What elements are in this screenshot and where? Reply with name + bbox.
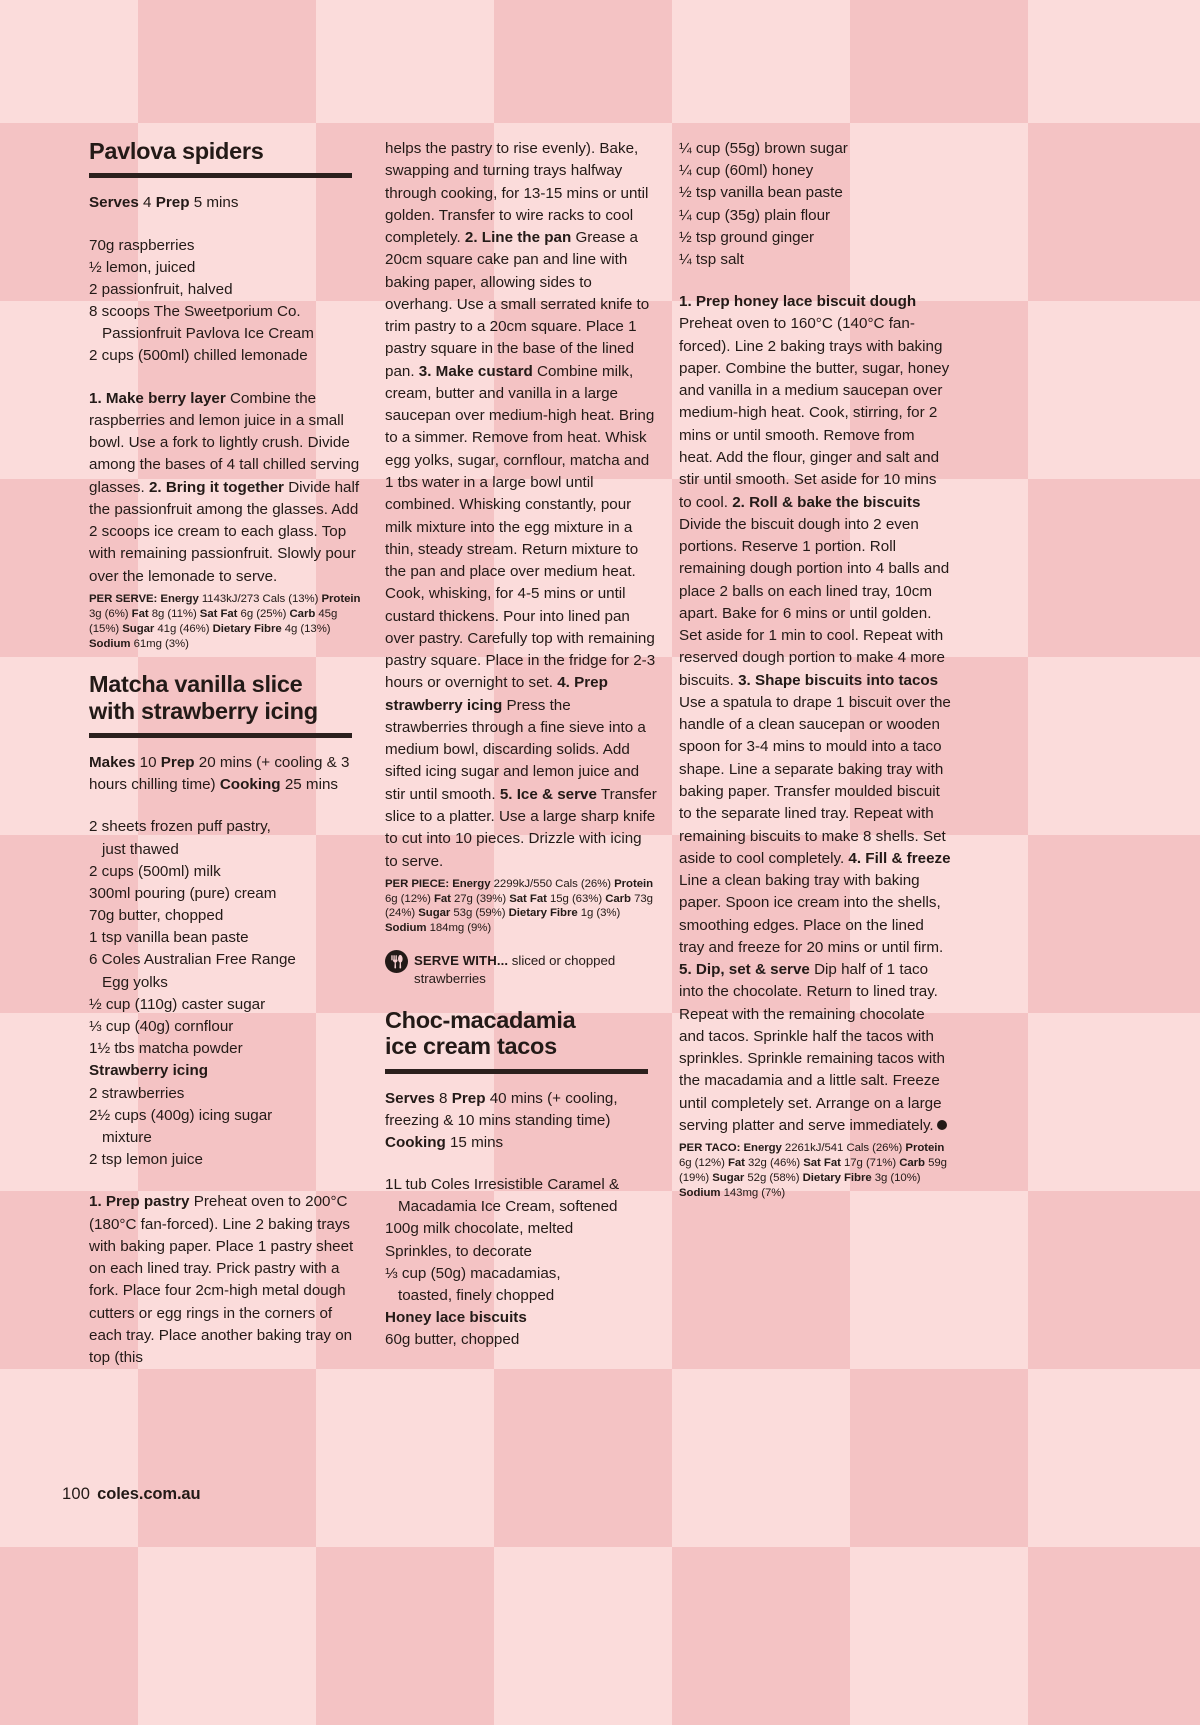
- meta-label: Cooking: [219, 776, 281, 794]
- ingredient-item: 8 scoops The Sweetporium Co.: [89, 303, 301, 321]
- column-1: [89, 138, 361, 1369]
- ingredient-item: 2 sheets frozen puff pastry,: [89, 818, 271, 836]
- title-rule: [89, 173, 352, 178]
- nutrition-panel: [385, 877, 657, 936]
- ingredient-list: [385, 1174, 657, 1352]
- step-text: Press the strawberries through a fine sieve into a medium bowl, discarding solids. Add sifted icing sugar and lemon juice and stir until smooth.: [385, 696, 646, 803]
- ingredient-list: [89, 816, 361, 1171]
- step-label: 4. Fill & freeze: [848, 849, 951, 867]
- method-step: [89, 1193, 353, 1366]
- step-text: Preheat oven to 200°C (180°C fan-forced). Line 2 baking trays with baking paper. Place 1 pastry sheet on each lined tray. Prick pastry with a fork. Place four 2cm-high metal dough cutters or egg rings in the corners of each tray. Place another baking tray on top (this: [89, 1193, 354, 1367]
- recipe-matcha-vanilla-slice: [89, 671, 361, 1369]
- meta-label: Prep: [160, 753, 195, 771]
- ingredient-item: 1 tsp vanilla bean paste: [89, 929, 249, 947]
- nutrition-value: 17g (71%): [840, 1157, 900, 1170]
- page-footer: [62, 1485, 200, 1504]
- nutrition-value: 52g (58%): [744, 1171, 803, 1184]
- nutrition-value: 27g (39%): [450, 892, 510, 905]
- ingredient-item: 60g butter, chopped: [385, 1331, 520, 1349]
- nutrition-value: 2261kJ/541 Cals (26%): [781, 1142, 906, 1155]
- nutrition-heading: PER PIECE:: [385, 877, 450, 890]
- nutrition-label: Energy: [160, 593, 199, 606]
- recipe-title: [385, 1007, 657, 1060]
- meta-label: Prep: [451, 1089, 486, 1107]
- nutrition-panel: [679, 1141, 951, 1200]
- ingredient-item: ⅓ cup (40g) cornflour: [89, 1018, 234, 1036]
- nutrition-label: Dietary Fibre: [802, 1171, 872, 1184]
- meta-label: Serves: [89, 194, 139, 212]
- nutrition-heading: PER TACO:: [679, 1142, 741, 1155]
- nutrition-label: Protein: [905, 1142, 945, 1155]
- recipe-title-line-2: ice cream tacos: [385, 1033, 557, 1060]
- step-label: 1. Prep honey lace biscuit dough: [679, 293, 917, 311]
- ingredient-item: 300ml pouring (pure) cream: [89, 884, 277, 902]
- step-text: Preheat oven to 160°C (140°C fan-forced). Line 2 baking trays with baking paper. Combine the butter, sugar, honey and vanilla in a medium saucepan over medium-high heat. Cook, stirring, for 2 mins or until smooth. Remove from heat. Add the flour, ginger and salt and stir until smooth. Set aside for 10 mins to cool.: [679, 315, 950, 511]
- ingredient-list-continued: [679, 138, 951, 271]
- recipe-meta: Serves 8 Prep 40 mins (+ cooling, freezing & 10 mins standing time) Cooking 15 mins: [385, 1089, 618, 1151]
- step-label: 3. Shape biscuits into tacos: [738, 671, 939, 689]
- step-label: 1. Make berry layer: [89, 389, 226, 407]
- recipe-pavlova-spiders: [89, 138, 361, 651]
- meta-label: Prep: [155, 194, 190, 212]
- page-number: 100: [62, 1485, 91, 1503]
- nutrition-label: Carb: [605, 892, 631, 905]
- serve-with-text: [414, 952, 657, 987]
- method-step: [385, 229, 649, 380]
- ingredient-item: mixture: [102, 1128, 152, 1146]
- step-text: Divide the biscuit dough into 2 even portions. Reserve 1 portion. Roll remaining dough portion into 4 balls and place 2 balls on each lined tray, 10cm apart. Bake for 6 mins or until golden. Set aside for 1 min to cool. Repeat with reserved dough portion to make 4 more biscuits.: [679, 515, 950, 689]
- ingredient-item: ½ cup (110g) caster sugar: [89, 995, 266, 1013]
- nutrition-label: Sodium: [89, 637, 131, 650]
- step-label: 4. Prep strawberry icing: [385, 674, 608, 714]
- ingredient-item: 70g raspberries: [89, 236, 195, 254]
- title-rule: [89, 733, 352, 738]
- method-step: [679, 293, 949, 510]
- step-label: 1. Prep pastry: [89, 1193, 190, 1211]
- serve-with-note: [385, 952, 657, 987]
- ingredient-item: toasted, finely chopped: [398, 1287, 555, 1305]
- nutrition-value: 1g (3%): [577, 907, 621, 920]
- method-step: [679, 961, 947, 1134]
- step-label: 5. Ice & serve: [499, 785, 597, 803]
- ingredient-item: 2 strawberries: [89, 1084, 185, 1102]
- nutrition-label: Sodium: [679, 1186, 721, 1199]
- method-step: [385, 674, 646, 802]
- ingredient-item: 2 passionfruit, halved: [89, 280, 233, 298]
- column-2: [385, 138, 657, 1372]
- method-step: [679, 672, 951, 867]
- ingredient-list: [89, 235, 361, 368]
- ingredient-item: Sprinkles, to decorate: [385, 1242, 532, 1260]
- nutrition-label: Carb: [289, 607, 316, 620]
- step-label: 2. Line the pan: [464, 229, 572, 247]
- ingredient-item: 6 Coles Australian Free Range: [89, 951, 296, 969]
- step-text: Dip half of 1 taco into the chocolate. Return to lined tray. Repeat with the remaining chocolate and tacos. Sprinkle half the tacos with sprinkles. Sprinkle remaining tacos with the macadamia and a little salt. Freeze until completely set. Arrange on a large serving platter and serve immediately.: [679, 961, 945, 1134]
- nutrition-value: 143mg (7%): [720, 1186, 786, 1199]
- step-label: 2. Roll & bake the biscuits: [732, 493, 921, 511]
- ingredient-item: 100g milk chocolate, melted: [385, 1220, 574, 1238]
- method-steps: [89, 1191, 361, 1369]
- step-text: helps the pastry to rise evenly). Bake, swapping and turning trays halfway through cooking, for 13-15 mins or until golden. Transfer to wire racks to cool completely.: [385, 140, 649, 247]
- nutrition-label: Fat: [727, 1157, 745, 1170]
- nutrition-label: Sugar: [122, 622, 155, 635]
- ingredient-item: just thawed: [102, 840, 179, 858]
- nutrition-label: Dietary Fibre: [212, 622, 282, 635]
- nutrition-value: 41g (46%): [154, 622, 213, 635]
- spacer: [385, 987, 657, 1007]
- article-end-marker: [937, 1120, 947, 1130]
- nutrition-value: 6g (12%): [385, 892, 434, 905]
- nutrition-value: 73g (24%): [385, 892, 653, 920]
- ingredient-item: ⅓ cup (50g) macadamias,: [385, 1264, 561, 1282]
- nutrition-value: 3g (10%): [871, 1171, 921, 1184]
- nutrition-value: 3g (6%): [89, 607, 132, 620]
- ingredient-item: ½ tsp vanilla bean paste: [679, 184, 843, 202]
- step-label: 5. Dip, set & serve: [679, 961, 810, 979]
- method-steps: [89, 388, 361, 588]
- nutrition-value: 6g (12%): [679, 1157, 728, 1170]
- step-text: Grease a 20cm square cake pan and line with baking paper, allowing sides to overhang. Use a small serrated knife to trim pastry to a 20cm square. Place 1 pastry square in the base of the lined pan.: [385, 229, 650, 380]
- nutrition-value: 45g (15%): [89, 607, 338, 635]
- step-text: Transfer slice to a platter. Use a large sharp knife to cut into 10 pieces. Drizzle with icing to serve.: [385, 785, 657, 870]
- ingredient-item: 2 tsp lemon juice: [89, 1151, 203, 1169]
- step-text: Combine milk, cream, butter and vanilla in a large saucepan over medium-high heat. Bring to a simmer. Remove from heat. Whisk egg yolks, sugar, cornflour, matcha and 1 tbs water in a large bowl until combined. Whisking constantly, pour milk mixture into the egg mixture in a thin, steady stream. Return mixture to the pan and place over medium heat. Cook, whisking, for 4-5 mins or until custard thickens. Pour into lined pan over pastry. Carefully top with remaining pastry square. Place in the fridge for 2-3 hours or overnight to set.: [385, 362, 656, 692]
- recipe-title-line-1: Matcha vanilla slice: [89, 671, 303, 698]
- nutrition-panel: [89, 592, 361, 651]
- nutrition-label: Sugar: [712, 1171, 745, 1184]
- nutrition-label: Protein: [321, 593, 361, 606]
- ingredient-item: 1L tub Coles Irresistible Caramel &: [385, 1176, 620, 1194]
- ingredient-item: Macadamia Ice Cream, softened: [398, 1198, 618, 1216]
- ingredient-item: Egg yolks: [102, 973, 168, 991]
- nutrition-value: 1143kJ/273 Cals (13%): [198, 593, 322, 606]
- step-text: Combine the raspberries and lemon juice in a small bowl. Use a fork to lightly crush. Divide among the bases of 4 tall chilled serving glasses.: [89, 389, 360, 496]
- site-url: coles.com.au: [97, 1485, 201, 1503]
- recipe-meta: Serves 4 Prep 5 mins: [89, 194, 239, 212]
- nutrition-label: Dietary Fibre: [508, 907, 578, 920]
- step-text: Use a spatula to drape 1 biscuit over the handle of a clean saucepan or wooden spoon for 3-4 mins to mould into a taco shape. Line a separate baking tray with baking paper. Transfer moulded biscuit to the separate lined tray. Repeat with remaining biscuits to make 8 shells. Set aside to cool completely.: [679, 693, 951, 867]
- ingredient-item: ¼ cup (55g) brown sugar: [679, 140, 848, 157]
- step-text: Line a clean baking tray with baking paper. Spoon ice cream into the shells, smoothing edges. Place on the lined tray and freeze for 20 mins or until firm.: [679, 872, 944, 956]
- method-steps-continued: [385, 138, 657, 873]
- column-3: [679, 138, 951, 1201]
- method-step: [385, 363, 655, 692]
- nutrition-label: Fat: [131, 607, 149, 620]
- recipe-title: Pavlova spiders: [89, 138, 264, 164]
- ingredient-item: 2 cups (500ml) chilled lemonade: [89, 347, 308, 365]
- nutrition-value: 32g (46%): [744, 1157, 804, 1170]
- meta-label: Cooking: [385, 1133, 446, 1151]
- meta-label: Serves: [385, 1089, 435, 1107]
- ingredient-item: ¼ cup (60ml) honey: [679, 162, 814, 180]
- serve-with-suggestion: sliced or chopped strawberries: [414, 953, 616, 986]
- ingredient-subheading: Honey lace biscuits: [385, 1309, 527, 1327]
- ingredient-item: ¼ tsp salt: [679, 250, 744, 268]
- nutrition-label: Fat: [433, 892, 451, 905]
- method-steps: [679, 291, 951, 1137]
- nutrition-value: 61mg (3%): [130, 637, 189, 650]
- ingredient-subheading: Strawberry icing: [89, 1062, 209, 1080]
- ingredient-item: ½ tsp ground ginger: [679, 228, 815, 246]
- nutrition-label: Energy: [452, 877, 491, 890]
- nutrition-label: Sugar: [418, 907, 451, 920]
- nutrition-label: Sodium: [385, 922, 427, 935]
- ingredient-item: 2½ cups (400g) icing sugar: [89, 1106, 273, 1124]
- nutrition-label: Energy: [743, 1142, 782, 1155]
- recipe-title: [89, 671, 361, 724]
- ingredient-item: 2 cups (500ml) milk: [89, 862, 221, 880]
- step-text: Divide half the passionfruit among the glasses. Add 2 scoops ice cream to each glass. Top with remaining passionfruit. Slowly pour over the lemonade to serve.: [89, 478, 360, 585]
- title-rule: [385, 1069, 648, 1074]
- ingredient-item: Passionfruit Pavlova Ice Cream: [102, 325, 314, 343]
- step-label: 3. Make custard: [418, 362, 533, 380]
- ingredient-item: ¼ cup (35g) plain flour: [679, 206, 831, 224]
- cutlery-icon: [385, 950, 408, 973]
- recipe-meta: Makes 10 Prep 20 mins (+ cooling & 3 hours chilling time) Cooking 25 mins: [89, 753, 350, 794]
- nutrition-value: 8g (11%): [148, 607, 200, 620]
- serve-with-label: SERVE WITH...: [414, 953, 509, 969]
- recipe-choc-macadamia-ice-cream-tacos: [385, 1007, 657, 1352]
- nutrition-value: 184mg (9%): [426, 922, 492, 935]
- recipe-title-line-1: Choc-macadamia: [385, 1006, 576, 1033]
- ingredient-item: 1½ tbs matcha powder: [89, 1040, 243, 1058]
- ingredient-item: 70g butter, chopped: [89, 907, 224, 925]
- nutrition-value: 6g (25%): [237, 607, 290, 620]
- nutrition-value: 4g (13%): [281, 622, 331, 635]
- meta-label: Makes: [89, 753, 136, 771]
- nutrition-label: Protein: [614, 877, 653, 890]
- nutrition-label: Sat Fat: [803, 1157, 841, 1170]
- step-label: 2. Bring it together: [148, 478, 284, 496]
- nutrition-value: 2299kJ/550 Cals (26%): [490, 877, 615, 890]
- nutrition-value: 15g (63%): [546, 892, 606, 905]
- nutrition-value: 59g (19%): [679, 1157, 947, 1184]
- recipe-title-line-2: with strawberry icing: [89, 697, 318, 724]
- nutrition-label: Carb: [899, 1157, 925, 1170]
- method-step: [679, 494, 949, 689]
- ingredient-item: ½ lemon, juiced: [89, 258, 196, 276]
- nutrition-heading: PER SERVE:: [89, 593, 158, 606]
- nutrition-label: Sat Fat: [509, 892, 547, 905]
- spacer: [89, 651, 361, 671]
- nutrition-value: 53g (59%): [450, 907, 509, 920]
- nutrition-label: Sat Fat: [199, 607, 238, 620]
